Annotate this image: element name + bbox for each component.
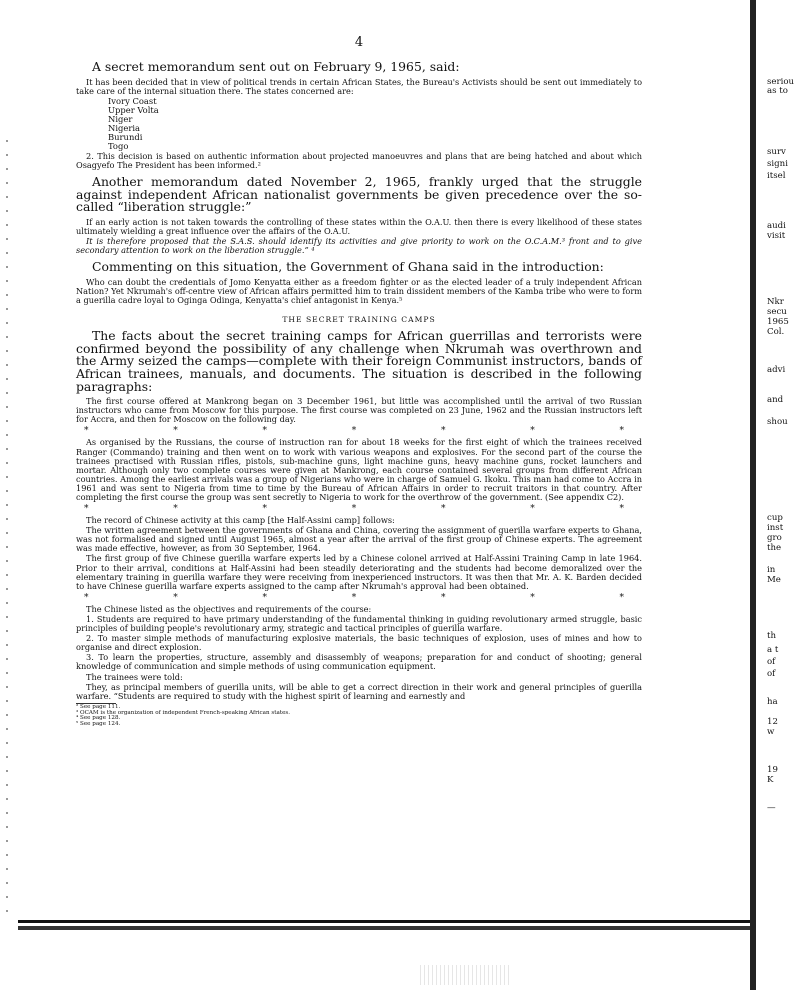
memo-paragraph: It has been decided that in view of political trends in certain African States, the Bureau's Activists should be sent out immediately to take care of the internal situation there. The states concerned are: <box>76 76 642 96</box>
footnote: ² See page 111. <box>76 703 121 710</box>
fragment-text: 12 <box>767 717 778 727</box>
quote-paragraph: Who can doubt the credentials of Jomo Kenyatta either as a freedom fighter or as the elected leader of a truly independent African Nation? Yet Nkrumah's off-centre view of African affairs permitted him to train dissident members of the Kamba tribe who were to form a guerilla cadre loyal to Oginga Odinga, Kenyatta's chief antagonist in Kenya.⁵ <box>76 276 642 305</box>
body-paragraph: The first course offered at Mankrong began on 3 December 1961, but little was accomplished until the arrival of two Russian instructors who came from Moscow for this purpose. The first course was completed on 23 June, 1962 and the Russian instructors left for Accra, and then for Moscow on the following day. <box>76 396 642 425</box>
star: * <box>441 592 446 603</box>
section-heading: THE SECRET TRAINING CAMPS <box>282 315 436 325</box>
fragment-text: Nkr <box>767 297 784 307</box>
body-paragraph: The Chinese listed as the objectives and requirements of the course: <box>86 603 372 614</box>
star: * <box>530 426 535 437</box>
memo-paragraph: If an early action is not taken towards the controlling of these states within the O.A.U. then there is every likelihood of these states ultimately wielding a great influence over the affairs of the O.A.U. <box>76 216 642 236</box>
intro-paragraph: Commenting on this situation, the Government of Ghana said in the introduction: <box>92 259 604 275</box>
fragment-text: 1965 <box>767 317 789 327</box>
star: * <box>262 592 267 603</box>
state-item: Niger <box>108 113 133 124</box>
star: * <box>173 592 178 603</box>
fragment-text: advi <box>767 365 786 375</box>
state-item: Ivory Coast <box>108 95 157 106</box>
body-paragraph: The record of Chinese activity at this camp [the Half-Assini camp] follows: <box>86 515 395 526</box>
star: * <box>84 504 89 515</box>
star: * <box>441 504 446 515</box>
intro-paragraph: A secret memorandum sent out on February 9, 1965, said: <box>92 59 460 75</box>
fragment-text: th <box>767 631 776 641</box>
footnote: ⁴ See page 128. <box>76 715 121 722</box>
fragment-text: visit <box>767 231 786 241</box>
states-list <box>108 97 642 151</box>
star: * <box>619 504 624 515</box>
star: * <box>351 504 357 515</box>
fragment-text: ha <box>767 697 778 707</box>
body-paragraph: The written agreement between the governments of Ghana and China, covering the assignment of guerilla warfare experts to Ghana, was not formalised and signed until August 1965, almost a year after the arrival of the first group of Chinese experts. The agreement was made effective, however, as from 30 September, 1964. <box>76 525 642 554</box>
memo-paragraph: It is therefore proposed that the S.A.S. should identify its activities and give priority to work on the O.C.A.M.³ front and to give secondary attention to work on the liberation struggle.” ⁴ <box>76 236 642 256</box>
body-paragraph: The trainees were told: <box>86 671 183 682</box>
star: * <box>84 592 89 603</box>
star: * <box>262 426 267 437</box>
fragment-text: gro <box>767 533 782 543</box>
section-break <box>76 505 642 514</box>
fragment-text: in <box>767 565 776 575</box>
memo-paragraph: 2. This decision is based on authentic information about projected manoeuvres and plans that are being hatched and about which Osagyefo The President has been informed.² <box>76 150 642 170</box>
star: * <box>441 426 446 437</box>
scan-noise <box>420 965 510 985</box>
fragment-text: audi <box>767 221 786 231</box>
fragment-text: and <box>767 395 784 405</box>
fragment-text: seriou <box>767 77 794 87</box>
fragment-text: as to <box>767 86 788 96</box>
fragment-text: w <box>767 727 775 737</box>
fragment-text: of <box>767 657 776 667</box>
star: * <box>619 592 624 603</box>
state-item: Upper Volta <box>108 104 159 115</box>
adjacent-page-fragment <box>743 0 794 990</box>
intro-paragraph: Another memorandum dated November 2, 1965, frankly urged that the struggle against independent African nationalist governments be given precedence over the so-called “liberation struggle:” <box>76 174 642 215</box>
fragment-text: itsel <box>767 171 786 181</box>
fragment-text: shou <box>767 417 788 427</box>
fragment-text: Me <box>767 575 781 585</box>
star: * <box>351 426 357 437</box>
state-item: Togo <box>108 140 129 151</box>
star: * <box>530 504 535 515</box>
fragment-text: 19 <box>767 765 778 775</box>
body-paragraph: They, as principal members of guerilla units, will be able to get a correct direction in their work and general principles of guerilla warfare. “Students are required to study with the highest spirit of learning and earnestly and <box>76 681 642 701</box>
fragment-text: of <box>767 669 776 679</box>
fragment-text: a t <box>767 645 779 655</box>
footnote: ⁵ See page 124. <box>76 721 121 728</box>
footnote: ³ OCAM is the organization of independent French-speaking African states. <box>76 709 291 716</box>
scan-bottom-bar <box>18 920 750 934</box>
star: * <box>619 426 624 437</box>
page-number: 4 <box>354 35 364 50</box>
state-item: Nigeria <box>108 122 140 133</box>
text-column <box>76 35 642 728</box>
body-paragraph: As organised by the Russians, the course of instruction ran for about 18 weeks for the first eight of which the trainees received Ranger (Commando) training and then went on to work with various weapons and explosives. For the second part of the course the trainees practised with Russian rifles, pistols, sub-machine guns, light machine guns, heavy machine guns, rocket launchers and mortar. Although only two complete courses were given at Mankrong, each course contained several groups from different African countries. Among the earliest arrivals was a group of Nigerians who were in charge of Samuel G. Ikoku. This man had come to Accra in 1961 and was sent to Nigeria from time to time by the Bureau of African Affairs in order to recruit traitors in that country. After completing the first course the group was sent secretly to Nigeria to work for the overthrow of the government. (See appendix C2). <box>76 437 642 502</box>
fragment-text: surv <box>767 147 786 157</box>
section-break <box>76 427 642 436</box>
intro-paragraph: The facts about the secret training camps for African guerrillas and terrorists were confirmed beyond the possibility of any challenge when Nkrumah was overthrown and the Army seized the camps—complete with their foreign Communist instructors, bands of African trainees, manuals, and documents. The situation is described in the following paragraphs: <box>76 328 642 394</box>
fragment-text: inst <box>767 523 784 533</box>
fragment-text: the <box>767 543 782 553</box>
fragment-text: secu <box>767 307 787 317</box>
star: * <box>173 504 178 515</box>
state-item: Burundi <box>108 131 143 142</box>
objective-item: 3. To learn the properties, structure, assembly and disassembly of weapons; preparation for and conduct of shooting; general knowledge of communication and simple methods of using communication equipment. <box>76 652 642 672</box>
body-paragraph: The first group of five Chinese guerilla warfare experts led by a Chinese colonel arrived at Half-Assini Training Camp in late 1964. Prior to their arrival, conditions at Half-Assini had been steadily deteriorating and the students had become demoralized over the elementary training in guerilla warfare they were receiving from inexperienced instructors. It was then that Mr. A. K. Barden decided to have Chinese guerilla warfare experts assigned to the camp after Nkrumah's approval had been obtained. <box>76 553 642 591</box>
fragment-text: — <box>767 803 776 813</box>
star: * <box>262 504 267 515</box>
footnotes <box>76 705 642 728</box>
star: * <box>351 592 357 603</box>
objective-item: 1. Students are required to have primary understanding of the fundamental thinking in guiding revolutionary armed struggle, basic principles of building people's revolutionary army, strategic and tactical principles of guerilla warfare. <box>76 613 642 634</box>
fragment-text: Col. <box>767 327 785 337</box>
objective-item: 2. To master simple methods of manufacturing explosive materials, the basic techniques of explosion, uses of mines and how to organise and direct explosion. <box>76 633 642 653</box>
scan-margin-dots <box>6 140 8 920</box>
star: * <box>530 592 535 603</box>
fragment-text: signi <box>767 159 788 169</box>
star: * <box>173 426 178 437</box>
fragment-text: cup <box>767 513 783 523</box>
fragment-text: K <box>767 775 774 785</box>
section-break <box>76 594 642 603</box>
star: * <box>84 426 89 437</box>
